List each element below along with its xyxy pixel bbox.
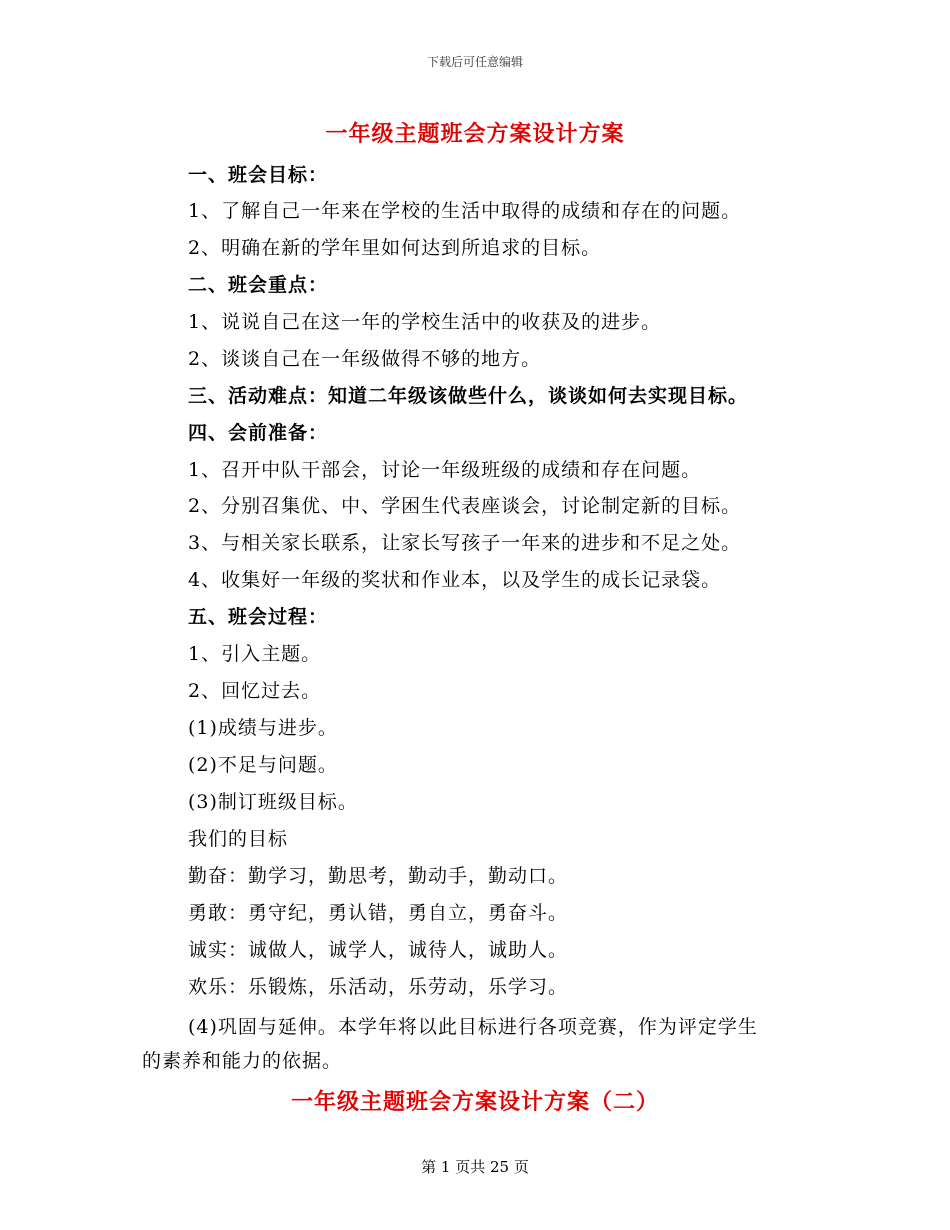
header-note: 下载后可任意编辑: [426, 55, 523, 69]
paragraph-line: 欢乐：乐锻炼，乐活动，乐劳动，乐学习。: [188, 976, 569, 998]
paragraph-line: (2)不足与问题。: [188, 754, 338, 776]
paragraph-line: 诚实：诚做人，诚学人，诚待人，诚助人。: [188, 939, 569, 961]
paragraph-line: 4、收集好一年级的奖状和作业本，以及学生的成长记录袋。: [188, 569, 722, 591]
paragraph-line: 1、召开中队干部会，讨论一年级班级的成绩和存在问题。: [188, 459, 702, 481]
paragraph-line: (1)成绩与进步。: [188, 717, 338, 739]
paragraph-line: 2、分别召集优、中、学困生代表座谈会，讨论制定新的目标。: [188, 495, 742, 517]
paragraph-line: 的素养和能力的依据。: [142, 1050, 343, 1072]
paragraph-line: 1、说说自己在这一年的学校生活中的收获及的进步。: [188, 311, 662, 333]
paragraph-line: 2、明确在新的学年里如何达到所追求的目标。: [188, 237, 602, 259]
paragraph-line: 勇敢：勇守纪，勇认错，勇自立，勇奋斗。: [188, 902, 569, 924]
paragraph-line: 勤奋：勤学习，勤思考，勤动手，勤动口。: [188, 865, 569, 887]
section-heading-5: 五、班会过程：: [188, 606, 329, 628]
paragraph-line: 1、了解自己一年来在学校的生活中取得的成绩和存在的问题。: [188, 200, 742, 222]
page-footer: 第 1 页共 25 页: [421, 1158, 529, 1176]
section-heading-1: 一、班会目标：: [188, 164, 329, 186]
document-title: 一年级主题班会方案设计方案: [325, 121, 625, 147]
section-heading-4: 四、会前准备：: [188, 422, 329, 444]
paragraph-line: 1、引入主题。: [188, 643, 322, 665]
section-heading-2: 二、班会重点：: [188, 274, 329, 296]
document-subtitle: 一年级主题班会方案设计方案（二）: [290, 1089, 659, 1115]
paragraph-line: 3、与相关家长联系，让家长写孩子一年来的进步和不足之处。: [188, 532, 742, 554]
paragraph-line: 2、谈谈自己在一年级做得不够的地方。: [188, 348, 542, 370]
paragraph-line: (3)制订班级目标。: [188, 791, 358, 813]
paragraph-line: (4)巩固与延伸。本学年将以此目标进行各项竞赛，作为评定学生: [188, 1016, 758, 1038]
paragraph-line: 我们的目标: [188, 828, 289, 850]
paragraph-line: 2、回忆过去。: [188, 680, 322, 702]
section-heading-3: 三、活动难点：知道二年级该做些什么，谈谈如何去实现目标。: [188, 385, 749, 407]
